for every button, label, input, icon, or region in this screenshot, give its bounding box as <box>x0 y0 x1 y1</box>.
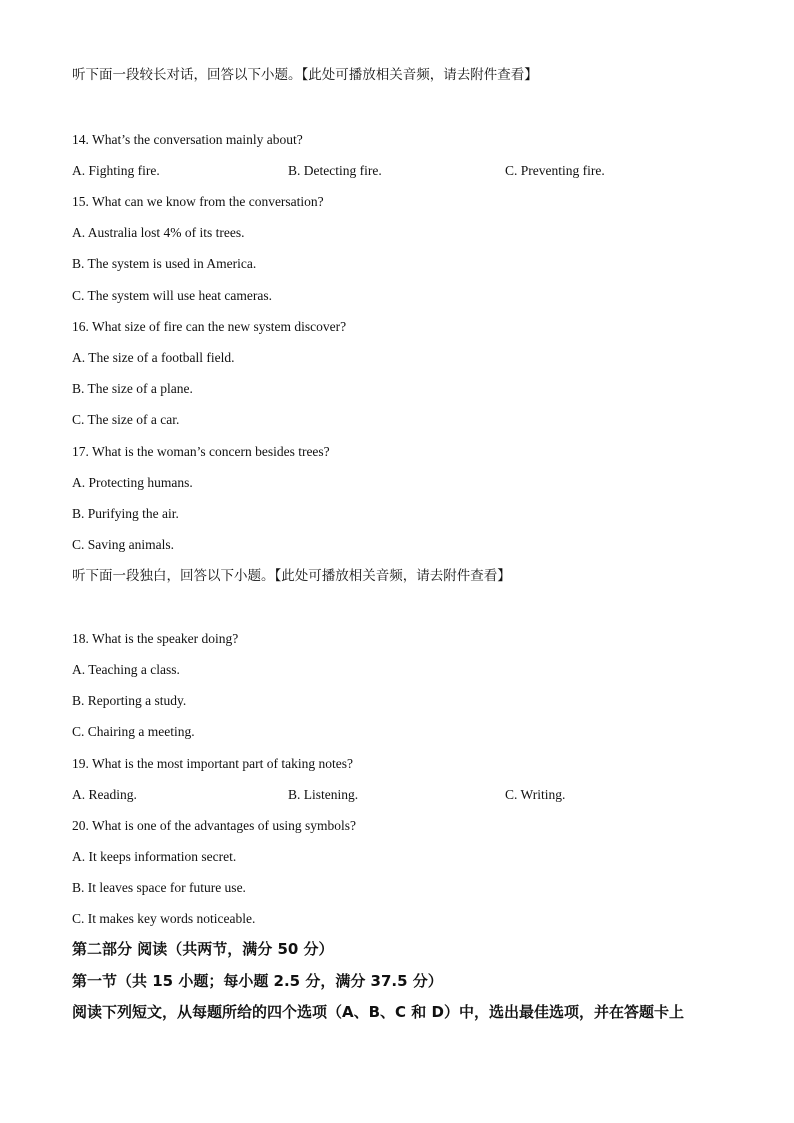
q19-option-c: C. Writing. <box>505 787 566 802</box>
question-15-stem: 15. What can we know from the conversation? <box>72 194 324 209</box>
q17-option-c: C. Saving animals. <box>72 537 174 552</box>
q18-option-c: C. Chairing a meeting. <box>72 724 195 739</box>
q15-option-b: B. The system is used in America. <box>72 256 257 271</box>
q16-option-a: A. The size of a football field. <box>72 350 235 365</box>
q17-option-a: A. Protecting humans. <box>72 475 193 490</box>
q14-option-b: B. Detecting fire. <box>288 163 382 178</box>
q20-option-b: B. It leaves space for future use. <box>72 880 246 895</box>
q18-option-b: B. Reporting a study. <box>72 693 187 708</box>
q19-option-b: B. Listening. <box>288 787 359 802</box>
question-20-stem: 20. What is one of the advantages of using symbols? <box>72 818 356 833</box>
q16-option-c: C. The size of a car. <box>72 412 180 427</box>
listening-intro-dialogue: 听下面一段较长对话，回答以下小题。【此处可播放相关音频，请去附件查看】 <box>72 67 538 83</box>
question-14-stem: 14. What’s the conversation mainly about? <box>72 132 303 147</box>
question-17-stem: 17. What is the woman’s concern besides trees? <box>72 444 330 459</box>
q17-option-b: B. Purifying the air. <box>72 506 179 521</box>
q19-option-a: A. Reading. <box>72 787 137 802</box>
part-two-heading: 第二部分 阅读（共两节，满分 50 分） <box>72 940 334 958</box>
question-19-options <box>72 786 722 804</box>
reading-instruction: 阅读下列短文，从每题所给的四个选项（A、B、C 和 D）中，选出最佳选项，并在答题卡上 <box>72 1003 684 1021</box>
q15-option-c: C. The system will use heat cameras. <box>72 288 272 303</box>
question-14-options <box>72 162 722 180</box>
question-16-stem: 16. What size of fire can the new system discover? <box>72 319 347 334</box>
q14-option-a: A. Fighting fire. <box>72 163 160 178</box>
q18-option-a: A. Teaching a class. <box>72 662 180 677</box>
q14-option-c: C. Preventing fire. <box>505 163 605 178</box>
section-one-heading: 第一节（共 15 小题；每小题 2.5 分，满分 37.5 分） <box>72 972 443 990</box>
q16-option-b: B. The size of a plane. <box>72 381 193 396</box>
q15-option-a: A. Australia lost 4% of its trees. <box>72 225 245 240</box>
question-19-stem: 19. What is the most important part of taking notes? <box>72 756 353 771</box>
listening-intro-monologue: 听下面一段独白，回答以下小题。【此处可播放相关音频，请去附件查看】 <box>72 568 511 584</box>
question-18-stem: 18. What is the speaker doing? <box>72 631 239 646</box>
q20-option-a: A. It keeps information secret. <box>72 849 237 864</box>
q20-option-c: C. It makes key words noticeable. <box>72 911 256 926</box>
